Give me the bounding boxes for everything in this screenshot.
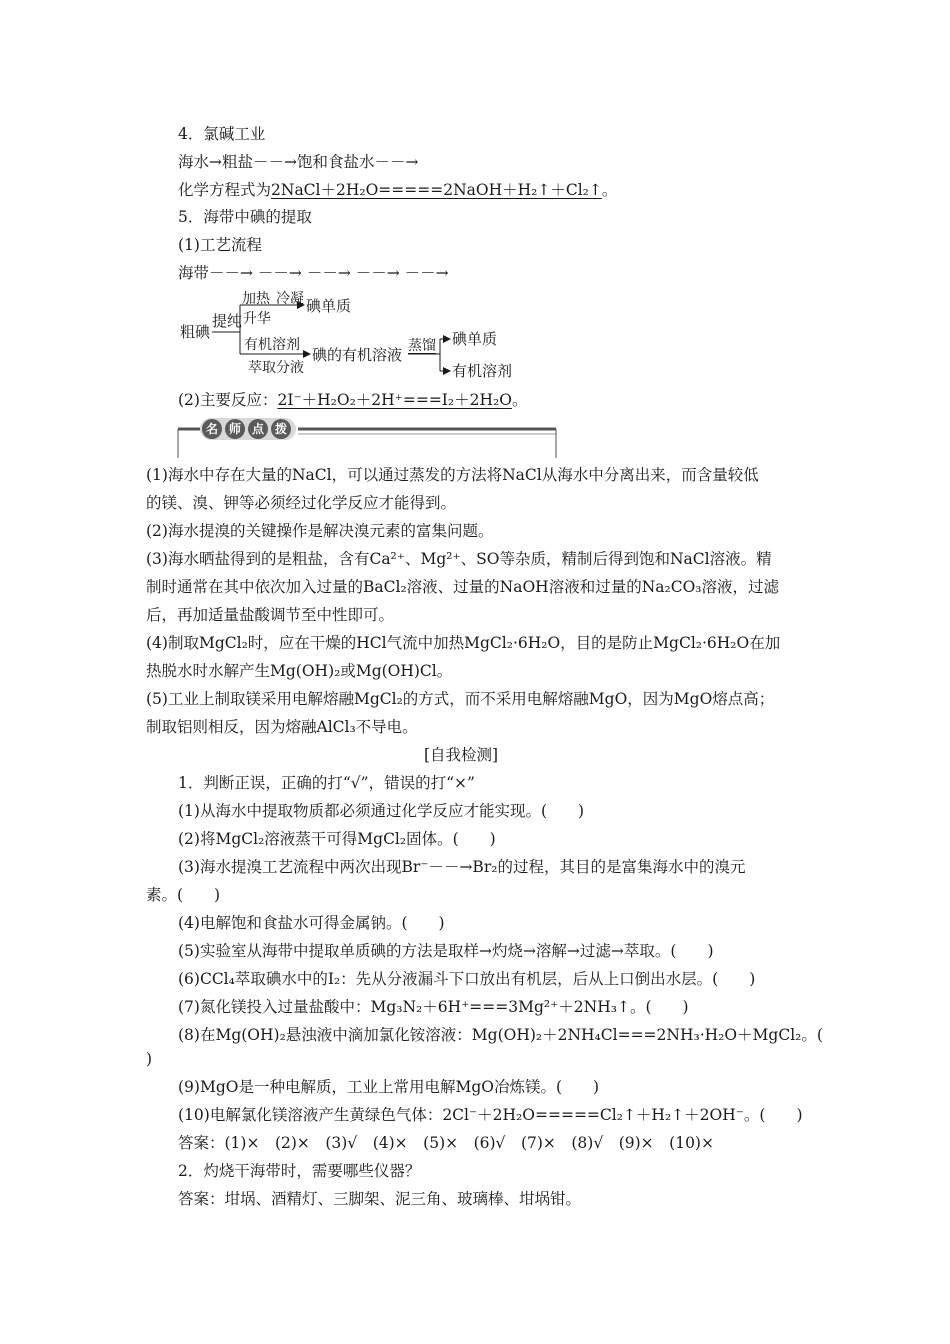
tip-line: (5)工业上制取镁采用电解熔融MgCl₂的方式，而不采用电解熔融MgO，因为MgO熔点高； <box>146 690 775 708</box>
q1-item: (2)将MgCl₂溶液蒸干可得MgCl₂固体。( ) <box>178 830 496 848</box>
heat-label: 加热 <box>242 291 270 307</box>
crude-iodine-label: 粗碘 <box>180 323 211 341</box>
tip-line: 的镁、溴、钾等必须经过化学反应才能得到。 <box>146 494 457 512</box>
section5-title: 5．海带中碘的提取 <box>178 208 312 226</box>
q2-title: 2．灼烧干海带时，需要哪些仪器？ <box>178 1162 421 1180</box>
banner-char-1: 名 <box>202 419 222 439</box>
banner-pill <box>200 418 296 440</box>
equation-end: 。 <box>601 181 618 199</box>
q1-item: (1)从海水中提取物质都必须通过化学反应才能实现。( ) <box>178 802 585 820</box>
q1-answer: 答案：(1)× (2)× (3)√ (4)× (5)× (6)√ (7)× (8)√ (9)× (10)× <box>178 1134 714 1152</box>
q1-item: (9)MgO是一种电解质，工业上常用电解MgO冶炼镁。( ) <box>178 1078 600 1096</box>
main-reaction-equation: 2I⁻＋H₂O₂＋2H⁺===I₂＋2H₂O <box>277 391 512 409</box>
tip-line: (2)海水提溴的关键操作是解决溴元素的富集问题。 <box>146 522 494 540</box>
section4-title: 4．氯碱工业 <box>178 125 266 143</box>
chlor-alkali-equation: 2NaCl＋2H₂O=====2NaOH＋H₂↑＋Cl₂↑ <box>271 181 602 199</box>
tip-line: 后，再加适量盐酸调节至中性即可。 <box>146 606 395 624</box>
tip-line: 制取铝则相反，因为熔融AlCl₃不导电。 <box>146 718 418 736</box>
organic-solvent-product: 有机溶剂 <box>452 362 513 380</box>
sublime-label: 升华 <box>243 311 271 327</box>
iodine-product-2: 碘单质 <box>452 330 498 348</box>
q1-item: (4)电解饱和食盐水可得金属钠。( ) <box>178 914 445 932</box>
condense-label: 冷凝 <box>276 291 304 307</box>
extraction-label: 萃取分液 <box>248 360 304 376</box>
q1-item: (6)CCl₄萃取碘水中的I₂：先从分液漏斗下口放出有机层，后从上口倒出水层。( ) <box>178 970 756 988</box>
banner-char-3: 点 <box>248 419 268 439</box>
tip-line: (1)海水中存在大量的NaCl，可以通过蒸发的方法将NaCl从海水中分离出来，而含量较低 <box>146 466 759 484</box>
banner-char-2: 师 <box>225 419 245 439</box>
distill-label: 蒸馏 <box>408 338 436 354</box>
q1-title: 1．判断正误，正确的打“√”，错误的打“×” <box>178 774 475 792</box>
section4-equation-line <box>178 180 617 200</box>
sub2-prefix: (2)主要反应： <box>178 391 278 409</box>
q1-item: (3)海水提溴工艺流程中两次出现Br⁻－－→Br₂的过程，其目的是富集海水中的溴元 <box>178 858 746 876</box>
iodine-organic-solution: 碘的有机溶液 <box>312 346 403 364</box>
q1-item: 素。( ) <box>146 886 221 904</box>
purify-label: 提纯 <box>212 312 243 330</box>
section4-flow: 海水→粗盐－－→饱和食盐水－－→ <box>178 153 419 171</box>
process-line: 海带－－→ －－→ －－→ －－→ －－→ <box>178 264 449 282</box>
q1-item: (7)氮化镁投入过量盐酸中：Mg₃N₂＋6H⁺===3Mg²⁺＋2NH₃↑。( ) <box>178 998 689 1016</box>
q1-item: (8)在Mg(OH)₂悬浊液中滴加氯化铵溶液：Mg(OH)₂＋2NH₄Cl===2NH₃·H₂O＋MgCl₂。( <box>178 1026 823 1044</box>
q2-answer: 答案：坩埚、酒精灯、三脚架、泥三角、玻璃棒、坩埚钳。 <box>178 1190 582 1208</box>
sub2-end: 。 <box>511 391 528 409</box>
section5-sub2 <box>178 390 527 410</box>
tip-line: (3)海水晒盐得到的是粗盐，含有Ca²⁺、Mg²⁺、SO等杂质，精制后得到饱和NaCl溶液。精 <box>146 550 772 568</box>
organic-solvent-label: 有机溶剂 <box>244 337 300 353</box>
self-check-heading: [自我检测] <box>424 746 499 764</box>
tip-line: 热脱水时水解产生Mg(OH)₂或Mg(OH)Cl。 <box>146 662 453 680</box>
q1-item: ) <box>146 1050 153 1068</box>
section5-sub1: (1)工艺流程 <box>178 236 262 254</box>
q1-item: (10)电解氯化镁溶液产生黄绿色气体：2Cl⁻＋2H₂O=====Cl₂↑＋H₂↑＋2OH⁻。( ) <box>178 1106 803 1124</box>
iodine-product-1: 碘单质 <box>306 297 352 315</box>
banner-char-4: 拨 <box>271 419 291 439</box>
equation-prefix: 化学方程式为 <box>178 181 272 199</box>
q1-item: (5)实验室从海带中提取单质碘的方法是取样→灼烧→溶解→过滤→萃取。( ) <box>178 942 714 960</box>
tip-line: (4)制取MgCl₂时，应在干燥的HCl气流中加热MgCl₂·6H₂O，目的是防止MgCl₂·6H₂O在加 <box>146 634 781 652</box>
tip-line: 制时通常在其中依次加入过量的BaCl₂溶液、过量的NaOH溶液和过量的Na₂CO₃溶液，过滤 <box>146 578 779 596</box>
